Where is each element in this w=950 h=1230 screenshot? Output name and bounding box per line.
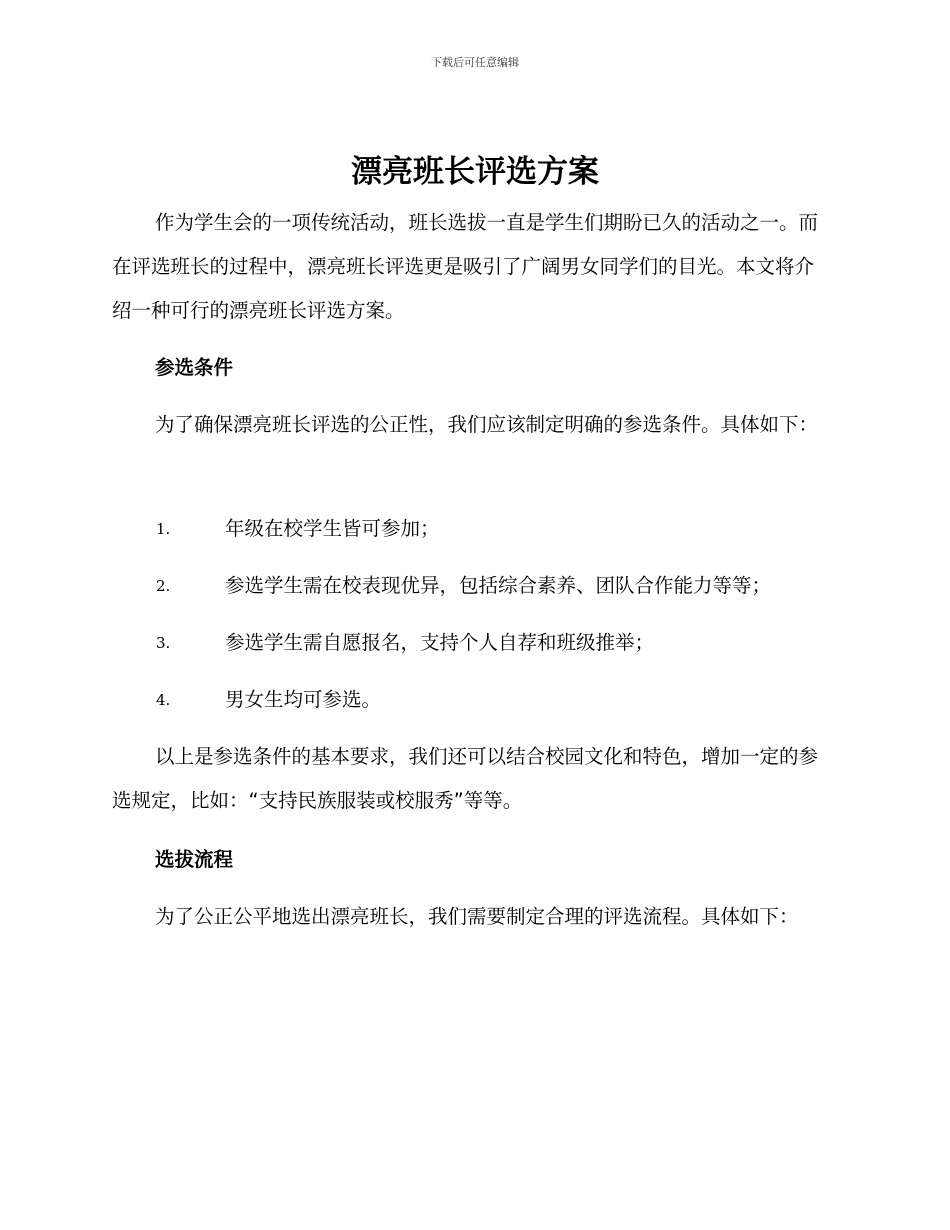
list-item-text: 男女生均可参选。 xyxy=(225,688,382,711)
eligibility-lead-paragraph: 为了确保漂亮班长评选的公正性，我们应该制定明确的参选条件。具体如下： xyxy=(155,413,819,436)
list-item-number: 1. xyxy=(156,520,171,538)
list-item-text: 参选学生需在校表现优异，包括综合素养、团队合作能力等等； xyxy=(225,574,772,597)
list-item-text: 参选学生需自愿报名，支持个人自荐和班级推举； xyxy=(225,631,655,654)
list-item-number: 3. xyxy=(156,634,171,652)
intro-paragraph: 作为学生会的一项传统活动，班长选拔一直是学生们期盼已久的活动之一。而在评选班长的过程中，漂亮班长评选更是吸引了广阔男女同学们的目光。本文将介绍一种可行的漂亮班长评选方案。 xyxy=(112,211,819,322)
document-title: 漂亮班长评选方案 xyxy=(351,154,599,190)
process-lead-paragraph: 为了公正公平地选出漂亮班长，我们需要制定合理的评选流程。具体如下： xyxy=(155,905,799,928)
section-heading-process: 选拔流程 xyxy=(155,848,234,871)
list-item-number: 2. xyxy=(156,577,171,595)
list-item-number: 4. xyxy=(156,691,171,709)
eligibility-closing-paragraph: 以上是参选条件的基本要求，我们还可以结合校园文化和特色，增加一定的参选规定，比如：“支持民族服装或校服秀”等等。 xyxy=(112,745,819,812)
section-heading-eligibility: 参选条件 xyxy=(155,356,234,379)
page-header-note: 下载后可任意编辑 xyxy=(431,56,519,69)
list-item-text: 年级在校学生皆可参加； xyxy=(225,517,440,540)
